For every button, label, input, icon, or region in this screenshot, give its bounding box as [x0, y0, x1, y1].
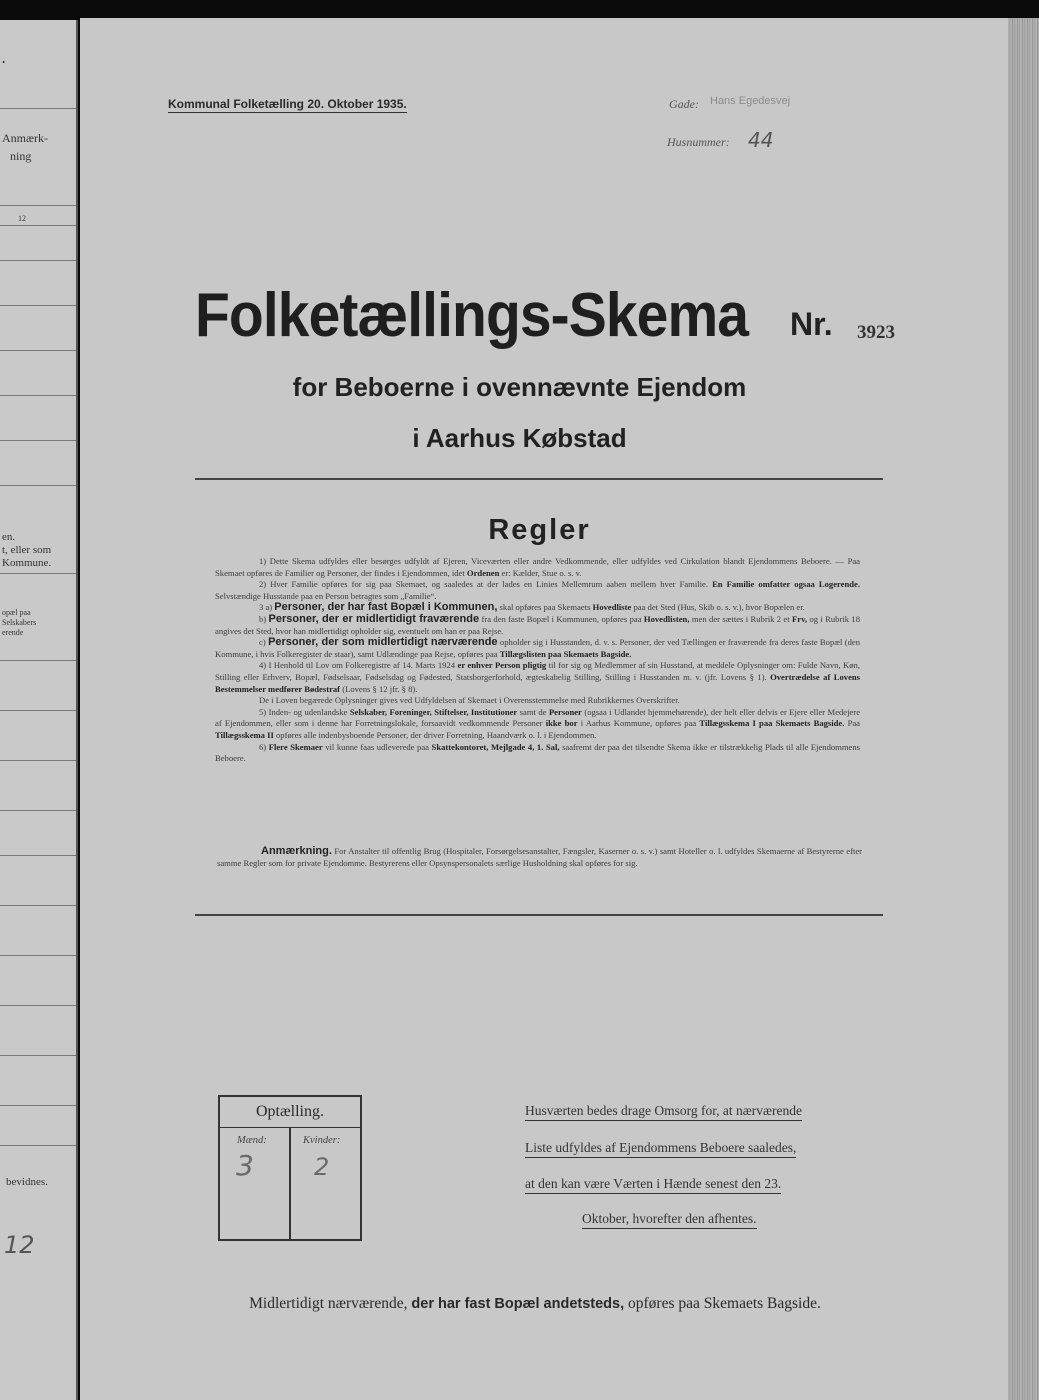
left-rule: [0, 1145, 76, 1146]
annotation-note: [217, 846, 862, 869]
rule-3c: c) Personer, der som midlertidigt nærværende opholder sig i Husstanden, d. v. s. Personer, der ved Tællingen er fraværende fra deres faste Bopæl (den Kommune, i hvis Folkeregister de staar), samt Udlændinge paa Rejse, opføres paa Tillægslisten paa Skemaets Bagside.: [215, 636, 861, 659]
house-number-label: Husnummer:: [667, 135, 730, 149]
left-rule: [0, 485, 76, 486]
left-rule: [0, 710, 76, 711]
left-remarks-label-1: Anmærk-: [2, 131, 48, 145]
notice-line-2: Liste udfyldes af Ejendommens Beboere saaledes,: [525, 1140, 796, 1158]
notice-line-1: Husværten bedes drage Omsorg for, at nærværende: [525, 1103, 802, 1121]
left-col-number: 12: [18, 214, 26, 223]
form-title: Folketællings-Skema: [195, 281, 749, 350]
rules-text: [215, 556, 860, 765]
form-number-label: Nr.: [790, 306, 833, 342]
rule-1: 1) Dette Skema udfyldes eller besørges udfyldt af Ejeren, Viceværten eller andre Vedkommende, eller udfyldes ved Cirkulation blandt Ejendommens Beboere. — Paa Skemaet opføres de Familier og Personer, der findes i Ejendommen, idet Ordenen er: Kælder, Stue o. s. v.: [215, 556, 860, 578]
men-label: Mænd:: [237, 1135, 267, 1146]
rule-4-note: De i Loven begærede Oplysninger gives ved Udfyldelsen af Skemaet i Overensstemmelse med Rubrikkernes Overskrifter.: [259, 695, 680, 706]
left-remarks-label-2: ning: [10, 149, 32, 163]
left-rule: [0, 205, 76, 206]
left-rule: [0, 108, 76, 109]
count-title: Optælling.: [220, 1097, 360, 1128]
rule-3a: 3 a) Personer, der har fast Bopæl i Kommunen, skal opføres paa Skemaets Hovedliste paa det Sted (Hus, Skib o. s. v.), hvor Bopælen er.: [259, 601, 805, 614]
left-rule: [0, 305, 76, 306]
divider: [195, 914, 883, 916]
form-number: 3923: [857, 322, 895, 343]
rules-heading: Regler: [488, 514, 591, 546]
annotation-label: Anmærkning.: [261, 845, 332, 857]
left-page-mark: .: [2, 51, 6, 66]
census-header: Kommunal Folketælling 20. Oktober 1935.: [168, 97, 407, 111]
annotation-text: For Anstalter til offentlig Brug (Hospitaler, Forsørgelsesanstalter, Fængsler, Kaserner o. s. v.) samt Hoteller o. l. udfyldes Skemaerne af Bestyrerne efter samme Regler som for private Ejendomme. Bestyrerens eller Opsynspersonalets særlige Husholdning skal opføres for sig.: [217, 846, 863, 868]
left-fragment: opæl paa: [2, 608, 31, 617]
men-count: 3: [236, 1149, 254, 1182]
left-rule: [0, 760, 76, 761]
left-rule: [0, 955, 76, 956]
left-rule: [0, 225, 76, 226]
women-label: Kvinder:: [303, 1135, 341, 1146]
left-fragment: Selskabers: [2, 618, 37, 627]
divider: [195, 478, 883, 480]
rule-6: 6) Flere Skemaer vil kunne faas udleverede paa Skattekontoret, Mejlgade 4, 1. Sal, saafremt der paa det tilsendte Skema ikke er tilstrækkelig Plads til alle Ejendommens Beboere.: [215, 741, 860, 764]
left-rule: [0, 1005, 76, 1006]
rule-2: 2) Hver Familie opføres for sig paa Skemaet, og saaledes at der lades en Linies Mellemrum aaben mellem hver Familie. En Familie omfatter ogsaa Logerende. Selvstændige Husstande paa en Person betragtes som „Familie“.: [215, 579, 861, 601]
left-rule: [0, 1105, 76, 1106]
rule-4: 4) I Henhold til Lov om Folkeregistre af 14. Marts 1924 er enhver Person pligtig til for sig og Medlemmer af sin Husstand, at meddele Oplysninger om: Fulde Navn, Køn, Stilling eller Erhverv, Bopæl, Fødselsaar, Fødselsdag og Fødested, Statsborgerforhold, ægteskabelig Stilling, Stilling i Husstanden m. v. (jfr. Lovens § 1). Overtrædelse af Lovens Bestemmelser medfører Bødestraf (Lovens § 12 jfr. § 8).: [215, 660, 861, 694]
left-fragment: bevidnes.: [6, 1176, 48, 1188]
house-number-value: 44: [748, 128, 774, 152]
left-fragment: t, eller som: [2, 544, 52, 556]
notice-line-3: at den kan være Værten i Hænde senest den 23.: [525, 1176, 781, 1194]
street-label: Gade:: [669, 97, 699, 111]
left-fragment: en.: [2, 531, 16, 543]
left-fragment: Kommune.: [2, 557, 52, 569]
left-rule: [0, 905, 76, 906]
footer-note: Midlertidigt nærværende, der har fast Bopæl andetsteds, opføres paa Skemaets Bagside.: [249, 1295, 821, 1312]
left-rule: [0, 260, 76, 261]
left-page-strip: [0, 20, 78, 1400]
left-rule: [0, 573, 76, 574]
count-box: [218, 1095, 362, 1241]
form-subtitle: for Beboerne i ovennævnte Ejendom: [292, 372, 747, 402]
page-edge-stack: [1008, 18, 1039, 1400]
rule-3b: b) Personer, der er midlertidigt fraværende fra den faste Bopæl i Kommunen, opføres paa Hovedlisten, men der sættes i Rubrik 2 et Frv, og i Rubrik 18 angives det Sted, hvor han midlertidigt opholder sig, eventuelt om han er paa Rejse.: [215, 612, 860, 636]
left-rule: [0, 810, 76, 811]
form-location: i Aarhus Købstad: [412, 423, 627, 453]
women-count: 2: [314, 1153, 330, 1181]
notice-line-4: Oktober, hvorefter den afhentes.: [582, 1211, 757, 1229]
left-rule: [0, 660, 76, 661]
street-value: Hans Egedesvej: [710, 95, 791, 107]
left-fragment: erende: [2, 628, 24, 637]
left-rule: [0, 855, 76, 856]
left-rule: [0, 1055, 76, 1056]
left-signature: 12: [4, 1231, 35, 1259]
left-rule: [0, 350, 76, 351]
count-divider: [289, 1127, 291, 1239]
rule-5: 5) Inden- og udenlandske Selskaber, Foreninger, Stiftelser, Institutioner samt de Personer (ogsaa i Udlandet hjemmehørende), der helt eller delvis er Ejere eller Medejere af Ejendommen, eller som i denne har Forretningslokale, forsaavidt vedkommende Personer ikke bor i Aarhus Kommune, opføres paa Tillægsskema I paa Skemaets Bagside. Paa Tillægsskema II opføres alle indenbysboende Personer, der driver Forretning, Haandværk o. l. i Ejendommen.: [215, 706, 861, 740]
